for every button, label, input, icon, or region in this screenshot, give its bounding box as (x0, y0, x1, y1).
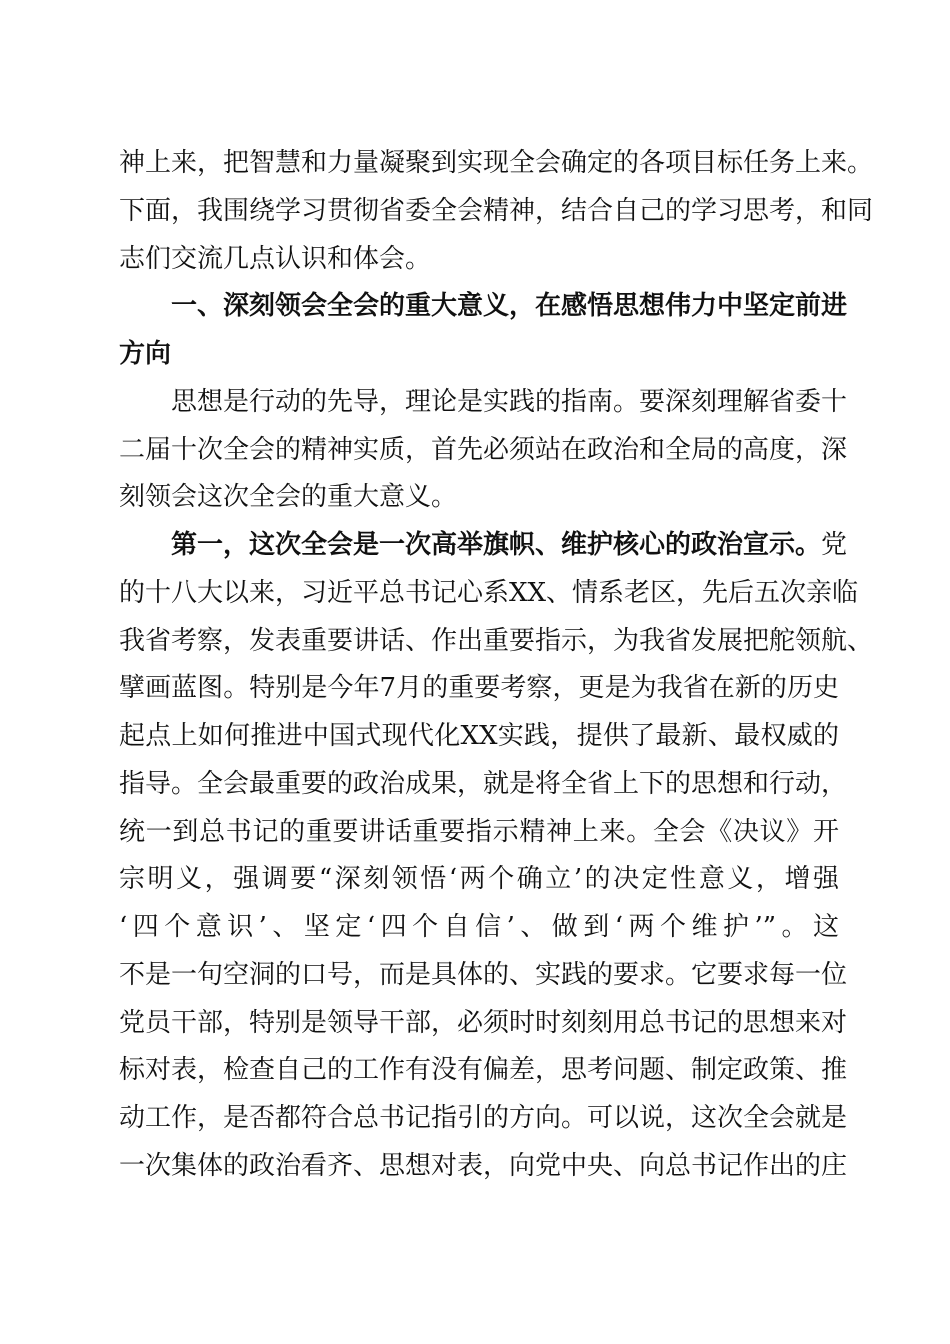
body-text-line: 一次集体的政治看齐、思想对表，向党中央、向总书记作出的庄 (119, 1151, 848, 1181)
body-text-line: 擘画蓝图。特别是今年7月的重要考察，更是为我省在新的历史 (119, 673, 839, 703)
body-text-line: 我省考察，发表重要讲话、作出重要指示，为我省发展把舵领航、 (119, 626, 874, 656)
body-text-line: 神上来，把智慧和力量凝聚到实现全会确定的各项目标任务上来。 (119, 148, 874, 178)
paragraph-lead-line (119, 525, 848, 565)
body-text-line: 二届十次全会的精神实质，首先必须站在政治和全局的高度，深 (119, 435, 848, 465)
body-text-line: ‘四个意识’、坚定‘四个自信’、做到‘两个维护’”。这 (119, 912, 839, 942)
paragraph-lead-tail: 党 (821, 530, 848, 560)
body-text-line: 不是一句空洞的口号，而是具体的、实践的要求。它要求每一位 (119, 960, 848, 990)
body-text-line: 刻领会这次全会的重大意义。 (119, 482, 458, 512)
body-text-line: 宗明义，强调要“深刻领悟‘两个确立’的决定性意义，增强 (119, 864, 839, 894)
body-text-line: 党员干部，特别是领导干部，必须时时刻刻用总书记的思想来对 (119, 1008, 848, 1038)
body-text-line: 思想是行动的先导，理论是实践的指南。要深刻理解省委十 (119, 387, 848, 417)
body-text-line: 指导。全会最重要的政治成果，就是将全省上下的思想和行动， (119, 769, 848, 799)
body-text-line: 动工作，是否都符合总书记指引的方向。可以说，这次全会就是 (119, 1103, 848, 1133)
paragraph-lead: 第一，这次全会是一次高举旗帜、维护核心的政治宣示。 (119, 530, 822, 560)
body-text-line: 标对表，检查自己的工作有没有偏差，思考问题、制定政策、推 (119, 1055, 848, 1085)
body-text-line: 志们交流几点认识和体会。 (119, 244, 432, 274)
body-text-line: 的十八大以来，习近平总书记心系XX、情系老区，先后五次亲临 (119, 578, 859, 608)
section-heading: 一、深刻领会全会的重大意义，在感悟思想伟力中坚定前进 (119, 291, 848, 321)
section-heading-continued: 方向 (119, 339, 172, 369)
body-text-line: 起点上如何推进中国式现代化XX实践，提供了最新、最权威的 (119, 721, 839, 751)
body-text-line: 统一到总书记的重要讲话重要指示精神上来。全会《决议》开 (119, 817, 839, 847)
body-text-line: 下面，我围绕学习贯彻省委全会精神，结合自己的学习思考，和同 (119, 196, 874, 226)
